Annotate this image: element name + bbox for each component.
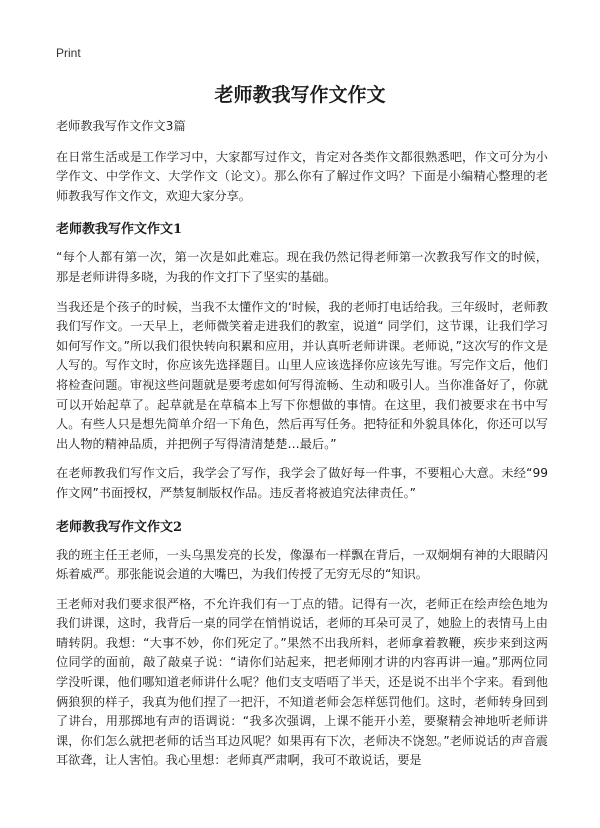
section-2-paragraph-2: 王老师对我们要求很严格，不允许我们有一丁点的错。记得有一次，老师正在绘声绘色地为我们讲课，这时，我背后一桌的同学在悄悄说话，老师的耳朵可灵了，她脸上的表情马上由晴转阴。我想：“大事不妙，你们死定了。”果然不出我所料，老师拿着教鞭，疾步来到这两位同学的面前，敲了敲桌子说：“请你们站起来，把老师刚才讲的内容再讲一遍。”那两位同学没听课，他们哪知道老师讲什么呢？他们支支唔唔了半天，还是说不出半个字来。看到他俩狼狈的样子，我真为他们捏了一把汗，不知道老师会怎样惩罚他们。这时，老师转身回到了讲台，用那掷地有声的语调说：“我多次强调，上课不能开小差，要聚精会神地听老师讲课，你们怎么就把老师的话当耳边风呢？如果再有下次，老师决不饶恕。”老师说话的声音震耳欲聋，让人害怕。我心里想：老师真严肃啊，我可不敢说话，要是: [56, 596, 548, 768]
section-1-paragraph-3: 在老师教我们写作文后，我学会了写作，我学会了做好每一件事，不要粗心大意。未经“99作文网”书面授权，严禁复制版权作品。违反者将被追究法律责任。”: [56, 466, 548, 500]
section-2-paragraph-1: 我的班主任王老师，一头乌黑发亮的长发，像瀑布一样飘在背后，一双炯炯有神的大眼睛闪烁着威严。那张能说会道的大嘴巴，为我们传授了无穷无尽的“知识。: [56, 547, 548, 582]
section-1-paragraph-2: 当我还是个孩子的时候，当我不太懂作文的‘时候，我的老师打电话给我。三年级时，老师教我们写作文。一天早上，老师微笑着走进我们的教室，说道“ 同学们，这节课，让我们学习如何写作文。”所以我们很快转向积累和应用，并认真听老师讲课。老师说，”这次写的作文是人写的。写作文时，你应该先选择题目。山里人应该选择你应该先写谁。写完作文后，他们将检查问题。审视这些问题就是要考虑如何写得流畅、生动和吸引人。当你准备好了，你就可以开始起草了。起草就是在草稿本上写下你想做的事情。在这里，我们被要求在书中写人。有些人只是想先简单介绍一下角色，然后再写任务。把特征和外貌具体化，你还可以写出人物的精神品质，并把例子写得清清楚楚…最后。”: [56, 299, 548, 451]
section-2-heading: 老师教我写作文作文2: [56, 519, 183, 535]
document-title: 老师教我写作文作文: [214, 84, 386, 106]
print-label: Print: [56, 46, 81, 60]
document-subtitle: 老师教我写作文作文3篇: [56, 119, 186, 133]
document-body: [56, 117, 548, 781]
intro-paragraph: 在日常生活或是工作学习中，大家都写过作文，肯定对各类作文都很熟悉吧，作文可分为小学作文、中学作文、大学作文（论文）。那么你有了解过作文吗？下面是小编精心整理的老师教我写作文作文，欢迎大家分享。: [56, 149, 548, 203]
section-1-heading: 老师教我写作文作文1: [56, 222, 183, 238]
section-1-paragraph-1: “每个人都有第一次，第一次是如此难忘。现在我仍然记得老师第一次教我写作文的时候，那是老师讲得多晓，为我的作文打下了坚实的基础。: [56, 250, 548, 284]
